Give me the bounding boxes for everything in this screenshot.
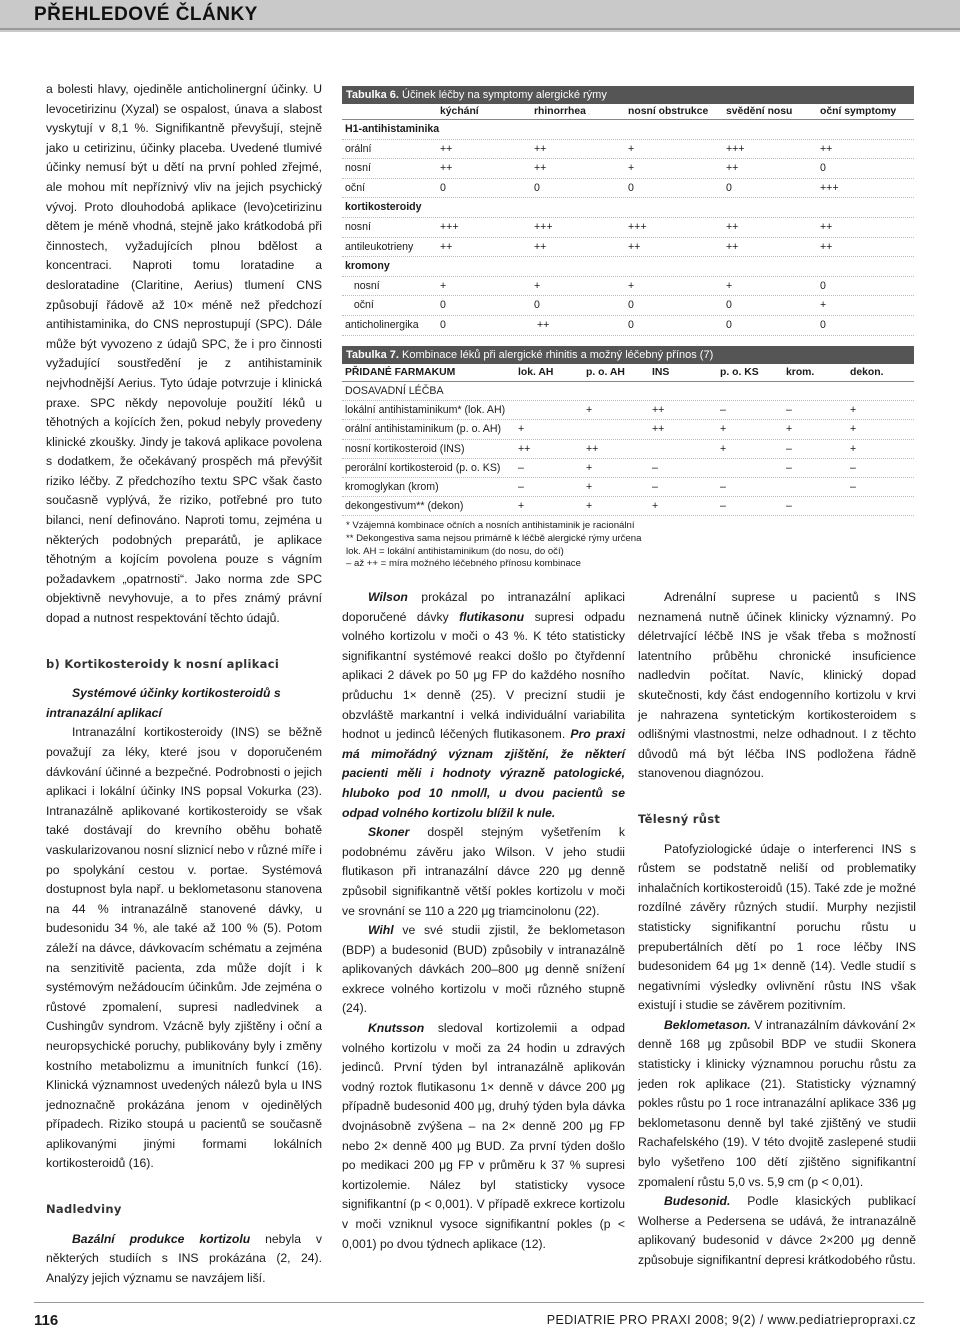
caption-text: Účinek léčby na symptomy alergické rýmy <box>398 89 607 101</box>
table-cell: – <box>786 442 792 455</box>
header-cell: nosní obstrukce <box>628 106 709 117</box>
table-caption <box>342 346 914 364</box>
caption-label: Tabulka 6. <box>346 89 399 101</box>
table-cell: + <box>850 404 857 417</box>
table-cell: dekongestivum** (dekon) <box>345 500 464 513</box>
table-cell: 0 <box>726 299 732 312</box>
table-cell: – <box>652 480 658 493</box>
table-body <box>342 382 914 516</box>
table-cell: nosní <box>345 279 380 292</box>
table-cell: – <box>652 461 658 474</box>
table-cell: 0 <box>440 318 446 331</box>
table-cell <box>820 120 914 139</box>
table-row <box>342 218 914 238</box>
paragraph <box>342 588 625 823</box>
table-row <box>342 401 914 420</box>
header-cell: oční symptomy <box>820 106 897 117</box>
table-cell <box>720 459 786 477</box>
table-cell <box>628 198 726 217</box>
header-rule <box>0 28 960 30</box>
text: nebyla v některých studiích s INS prokázána (2, 24). Analýzy jejich významu se navzájem liší. <box>46 1231 323 1285</box>
table-row <box>342 159 914 179</box>
table-cell: kromoglykan (krom) <box>345 480 439 493</box>
table-cell: + <box>628 162 635 175</box>
table-cell <box>850 382 914 400</box>
table-notes <box>342 520 914 570</box>
table-cell: + <box>820 299 827 312</box>
table-note: – až ++ = míra možného léčebného přínosu kombinace <box>346 558 581 570</box>
header-cell: svědění nosu <box>726 106 793 117</box>
table-row <box>342 179 914 199</box>
table-cell: ++ <box>586 442 599 455</box>
table-cell <box>786 478 850 496</box>
table-cell: 0 <box>726 318 732 331</box>
table-row <box>342 257 914 277</box>
table-cell: ++ <box>820 240 833 253</box>
text: ve své studii zjistil, že beklometason (BDP) a budesonid (BUD) způsobily v intranazálně aplikovaných dávkách 200–800 μg denně snížení exkrece volného kortizolu v moči různého stupně (24). <box>342 923 625 1016</box>
author-name: Wihl <box>368 923 394 938</box>
table-cell: ++ <box>726 240 739 253</box>
table-row <box>342 140 914 160</box>
table-row <box>342 198 914 218</box>
table-cell: ++ <box>518 442 531 455</box>
middle-column <box>342 588 625 1254</box>
table-cell <box>652 382 720 400</box>
paragraph <box>638 1016 916 1192</box>
paragraph: Patofyziologické údaje o interferenci INS s růstem se podstatně neliší od problematiky inhalačních kortikosteroidů (15). Také zde je možné rozdílné závěry různých studií. Murphy nezjistil statisticky signifikantní poruchu růstu u prepubertálních dětí po 1 roce léčby INS budesonidem 64 μg 1× denně (14). Vedle studií s negativními výsledky ovlivnění růstu INS však existují i studie se závěrem pozitivním. <box>638 841 916 1013</box>
table-cell: 0 <box>726 181 732 194</box>
table-row <box>342 296 914 316</box>
table-cell: – <box>850 480 856 493</box>
table-cell: 0 <box>820 162 826 175</box>
table-cell: 0 <box>534 181 540 194</box>
table-cell: +++ <box>820 181 839 194</box>
subsection-heading: Systémové účinky kortikosteroidů s intranazální aplikací <box>46 686 281 720</box>
paragraph <box>342 921 625 1019</box>
caption-label: Tabulka 7. <box>346 349 399 361</box>
table-cell: +++ <box>726 142 745 155</box>
table-cell: – <box>720 500 726 513</box>
table-cell: kromony <box>345 260 390 273</box>
table-cell: 0 <box>628 181 634 194</box>
table-row <box>342 459 914 478</box>
table-cell: + <box>586 404 593 417</box>
table-caption <box>342 86 914 104</box>
table-row <box>342 382 914 401</box>
section-heading: Tělesný růst <box>638 811 721 826</box>
text: Podle klasických publikací Wolherse a Pedersena se udává, že intranazálně aplikovaný budesonid v dávce 2×200 μg denně způsobuje signifikantní depresi krátkodobého růstu. <box>638 1194 916 1267</box>
drug-name: Beklometason. <box>664 1017 751 1032</box>
paragraph: Adrenální suprese u pacientů s INS neznamená nutně účinek klinicky významný. Po déletrvající léčbě INS je však třeba s možností latentního průběhu chronické insuficience nadledvin počítat. Navíc, klinický dopad skutečnosti, kdy část endogenního kortizolu v krvi je nahrazena syntetickým kortikosteroidem s odlišnými vlastnostmi, nelze odhadnout. I z těchto důvodů má být léčba INS podložena řádně stanovenou diagnózou. <box>638 590 916 781</box>
paragraph <box>638 1192 916 1270</box>
text: dospěl stejným vyšetřením k podobnému závěru jako Wilson. V jeho studii flutikason při intranazální dávce 220 μg denně způsobil signifikantně větší pokles kortizolu v moči ve srovnání se 110 a 220 μg triamcinolonu (22). <box>342 825 625 918</box>
table-cell <box>786 382 850 400</box>
table-cell <box>726 198 820 217</box>
table-cell: nosní <box>345 220 371 233</box>
text: sledoval kortizolemii a odpad volného kortizolu v moči za 24 hodin u zdravých jedinců. První týden byl intranazálně aplikován vodný roztok flutikasonu 1× denně v dávce 200 μg případně budesonid 400 μg, druhý týden byla dávka dvojnásobně zvýšena – na 2× denně 200 μg FP nebo 2× denně 400 μg BUD. Za první týden došlo po medikaci 200 μg FP v průměru k 37 % supresi kortizolemie. Nález byl statisticky vysoce signifikantní (p < 0,001). V případě exkrece kortizolu v moči vzniknul vysoce signifikantní pokles (p < 0,001) po dvou týdnech aplikace (12). <box>342 1021 625 1251</box>
table-cell <box>518 401 586 419</box>
table-cell <box>820 198 914 217</box>
table-row <box>342 478 914 497</box>
table-cell <box>652 440 720 458</box>
table-cell: ++ <box>440 162 453 175</box>
table-cell <box>628 257 726 276</box>
table-cell: +++ <box>628 220 647 233</box>
table-cell: ++ <box>440 142 453 155</box>
table-cell <box>720 382 786 400</box>
table-cell: 0 <box>820 318 826 331</box>
table-cell <box>628 120 726 139</box>
table-note: ** Dekongestiva sama nejsou primárně k léčbě alergické rýmy určena <box>346 532 642 544</box>
table-cell: – <box>786 461 792 474</box>
table-cell: – <box>720 480 726 493</box>
text: prokázal po intranazální aplikaci doporučené dávky <box>342 590 625 624</box>
header-cell: kýchání <box>440 106 479 117</box>
table-cell: + <box>518 500 525 513</box>
section-heading: Nadledviny <box>46 1202 122 1217</box>
author-name: Knutsson <box>368 1021 425 1036</box>
header-cell: krom. <box>786 367 815 378</box>
emphasis: Pro praxi má mimořádný význam zjištění, že některí pacienti měli i hodnoty výrazně patologické, hluboko pod 10 nmol/l, u dvou pacientů se odpad volného kortizolu blížil k nule. <box>342 727 625 820</box>
table-cell: ++ <box>820 142 833 155</box>
table-cell: + <box>726 279 733 292</box>
header-cell: p. o. AH <box>586 367 625 378</box>
paragraph <box>342 823 625 921</box>
table-cell <box>850 497 914 515</box>
table-cell <box>586 382 652 400</box>
table-cell: lokální antihistaminikum* (lok. AH) <box>345 404 506 417</box>
table-cell: perorální kortikosteroid (p. o. KS) <box>345 461 501 474</box>
table-cell: + <box>850 423 857 436</box>
table-cell <box>518 382 586 400</box>
table-note: lok. AH = lokální antihistaminikum (do nosu, do očí) <box>346 545 564 557</box>
table-row <box>342 420 914 439</box>
table-cell: anticholinergika <box>345 318 419 331</box>
table-row <box>342 497 914 516</box>
table-cell: oční <box>345 181 366 194</box>
section-heading: b) Kortikosteroidy k nosní aplikaci <box>46 656 280 671</box>
table-cell: orální <box>345 142 372 155</box>
table-cell: + <box>586 480 593 493</box>
table-cell: + <box>628 279 635 292</box>
table-cell: 0 <box>440 181 446 194</box>
page-number: 116 <box>34 1312 59 1329</box>
table-cell: + <box>586 500 593 513</box>
drug-name: Budesonid. <box>664 1194 731 1209</box>
table-cell <box>440 120 534 139</box>
table-cell: – <box>786 500 792 513</box>
table-cell: + <box>720 442 727 455</box>
drug-name: flutikasonu <box>459 609 525 624</box>
journal-info: PEDIATRIE PRO PRAXI 2008; 9(2) / www.pediatriepropraxi.cz <box>546 1313 916 1327</box>
header-cell <box>342 104 440 119</box>
author-name: Skoner <box>368 825 410 840</box>
table-cell: + <box>652 500 659 513</box>
paragraph <box>342 1019 625 1254</box>
table-cell: ++ <box>534 142 547 155</box>
table-cell <box>534 120 628 139</box>
header-cell: rhinorrhea <box>534 106 586 117</box>
table-cell: + <box>786 423 793 436</box>
header-cell: PŘIDANÉ FARMAKUM <box>345 367 456 378</box>
page-header <box>0 0 960 32</box>
caption-text: Kombinace léků při alergické rhinitis a možný léčebný přínos (7) <box>398 349 714 361</box>
table-cell: +++ <box>534 220 553 233</box>
table-cell: H1-antihistaminika <box>345 123 440 135</box>
table-cell: – <box>720 404 726 417</box>
table-7 <box>342 346 914 571</box>
header-cell: p. o. KS <box>720 367 759 378</box>
table-cell: + <box>628 142 635 155</box>
table-cell: nosní kortikosteroid (INS) <box>345 442 465 455</box>
header-cell: lok. AH <box>518 367 554 378</box>
header-cell: dekon. <box>850 367 884 378</box>
table-cell: kortikosteroidy <box>345 201 422 214</box>
table-row <box>342 120 914 140</box>
table-cell: ++ <box>534 162 547 175</box>
table-cell: – <box>850 461 856 474</box>
table-header-row <box>342 364 914 382</box>
table-cell: + <box>534 279 541 292</box>
table-header-row <box>342 104 914 120</box>
table-cell: ++ <box>534 318 550 331</box>
emphasis: Bazální produkce kortizolu <box>72 1231 251 1246</box>
table-cell: + <box>586 461 593 474</box>
table-cell: ++ <box>820 220 833 233</box>
table-cell: – <box>786 404 792 417</box>
table-cell <box>440 257 534 276</box>
table-cell <box>726 120 820 139</box>
table-cell: ++ <box>440 240 453 253</box>
table-row <box>342 440 914 459</box>
table-cell: orální antihistaminikum (p. o. AH) <box>345 423 502 436</box>
table-cell: + <box>440 279 447 292</box>
table-cell: – <box>518 461 524 474</box>
table-cell: 0 <box>820 279 826 292</box>
right-column <box>638 588 916 1271</box>
table-cell: oční <box>345 299 374 312</box>
table-note: * Vzájemná kombinace očních a nosních antihistaminik je racionální <box>346 520 635 532</box>
section-title: PŘEHLEDOVÉ ČLÁNKY <box>34 4 258 25</box>
table-cell: nosní <box>345 162 371 175</box>
table-cell: ++ <box>652 423 665 436</box>
text: V intranazálním dávkování 2× denně 168 μg způsobil BDP ve studii Skonera statisticky i klinicky významnou poruchu růstu za jeden rok aplikace (21). Statisticky významný pokles růstu po 1 roce intranazální aplikace 336 μg beklometasonu denně byl také zjištěný ve studii Rachafelského (19). V této dvojitě zaslepené studii bylo vyšetřeno 100 dětí zjištěno signifikantní zpomalení růstu 5,0 vs. 5,9 cm (p < 0,01). <box>638 1017 916 1189</box>
table-cell: + <box>720 423 727 436</box>
table-cell: ++ <box>726 162 739 175</box>
footer-rule <box>34 1302 924 1303</box>
author-name: Wilson <box>368 590 408 604</box>
table-cell: DOSAVADNÍ LÉČBA <box>345 385 444 397</box>
text: supresi odpadu volného kortizolu v moči o 43 %. K této statisticky signifikantní systémové reakci došlo po čtyřdenní aplikaci 2 dávek po 50 μg FP do každého nosního průduchu 1× denně (25). V precizní studii je obzvláště markantní i velká individuální variabilita hodnot u jedinců léčených flutikasonem. <box>342 609 625 742</box>
table-row <box>342 316 914 336</box>
table-cell: 0 <box>628 318 634 331</box>
table-cell: 0 <box>628 299 634 312</box>
table-cell <box>820 257 914 276</box>
table-cell: ++ <box>628 240 641 253</box>
paragraph <box>46 1230 322 1289</box>
header-cell: INS <box>652 367 670 378</box>
table-cell <box>440 198 534 217</box>
table-cell <box>586 420 652 438</box>
table-cell: 0 <box>534 299 540 312</box>
table-cell: +++ <box>440 220 459 233</box>
table-cell <box>534 257 628 276</box>
table-cell: antileukotrieny <box>345 240 414 253</box>
paragraph: a bolesti hlavy, ojediněle anticholinergní účinky. U levocetirizinu (Xyzal) se ospalost, únava a slabost vyskytují v 8,1 %. Signifikantně převyšují, stejně jako u cetirizinu, účinky placeba. Uvedené tlumivé účinky nemusí být u dětí na první pohled zřejmé, ale mohou mít nepříznivý vliv na jejich psychický vývoj. Proto dlouhodobá aplikace (levo)cetirizinu dětem je méně vhodná, stejně jako krátkodobá při činnostech, vyžadujících plnou bdělost a koncentraci. Naproti tomu loratadine a desloratadine (Claritine, Aerius) tlumení CNS způsobují řádově až 10× méně než předchozí antihistaminika, do CNS neprostupují (SPC). Dále může být vyvozeno z údajů SPC, že i pro činnosti vyžadující soustředění je z antihistaminik nejvhodnější Aerius. Tyto údaje potvrzuje i klinická praxe. SPC někdy nepovoluje použití léků u těhotných a kojících žen, pokud nebyly provedeny klinické zkoušky. Jindy je taková aplikace povolena s dodatkem, že očekávaný prospěch má převýšit riziko léčby. Z předchozího textu SPC však často současně vyplývá, že riziko, potřebné pro tuto bilanci, není definováno. Naproti tomu, zejména u některých podobných preparátů, je aplikace těhotným a kojícím povolena pouze s vágním požadavkem „opatrnosti“. Jako norma zde SPC objektivně nevyhovuje, a to přes známý právní dopad a nutnost respektování těchto údajů. <box>46 82 322 626</box>
table-cell: + <box>518 423 525 436</box>
table-cell: ++ <box>534 240 547 253</box>
table-cell: + <box>850 442 857 455</box>
table-cell <box>534 198 628 217</box>
table-row <box>342 238 914 258</box>
table-cell <box>726 257 820 276</box>
table-row <box>342 277 914 297</box>
table-cell: ++ <box>652 404 665 417</box>
table-6 <box>342 86 914 336</box>
table-cell: 0 <box>440 299 446 312</box>
table-cell: ++ <box>726 220 739 233</box>
left-column <box>46 80 322 1288</box>
table-body <box>342 120 914 336</box>
table-cell: – <box>518 480 524 493</box>
paragraph: Intranazální kortikosteroidy (INS) se běžně považují za léky, které jsou v doporučeném dávkování účinné a bezpečné. Podrobnosti o jejich aplikaci i lokální účinky INS popsal Vokurka (23). Intranazálně aplikované kortikosteroidy se však také dostávají do krevního oběhu bohatě vaskularizovanou nosní sliznicí nebo v různé míře i po spolykání cestou v. portae. Systémová dostupnost byla např. u beklometasonu stanovena na 44 % intranazálně stanovené dávky, u budesonidu 34 %, ale také až 100 % (5). Potom záleží na dávce, dávkovacím schématu a zejména na senzitivitě pacienta, zda může dojít i k systémovým nežádoucím účinkům. Jde zejména o růstové zpomalení, supresi nadledvinek a Cushingův syndrom. Vzácně byly zjištěny i oční a neuropsychické poruchy, publikovány byly i změny kostního metabolizmu a imunitních funkcí (16). Klinická významnost uvedených nálezů byla u INS jednoznačně prokázána jenom v ojedinělých případech. Riziko stoupá u pacientů se současně aplikovanými jinými formami lokálních kortikosteroidů (16). <box>46 725 322 1171</box>
